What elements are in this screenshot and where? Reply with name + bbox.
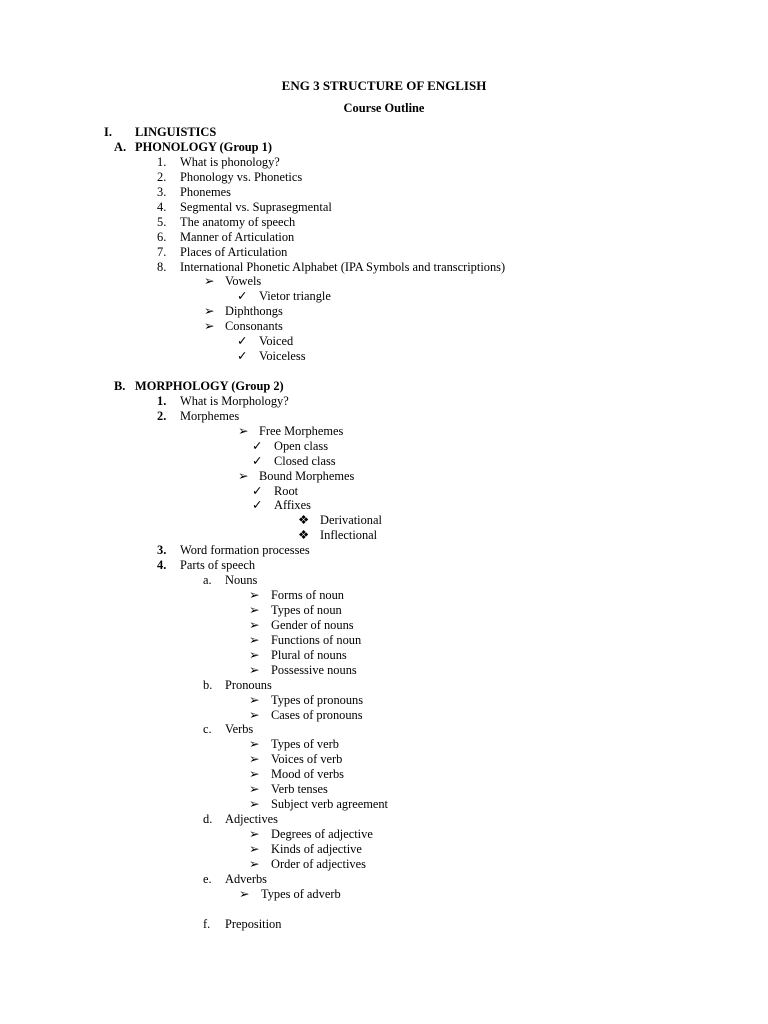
list-item: Word formation processes (180, 543, 310, 557)
list-number: 4. (157, 558, 167, 572)
arrow-bullet-icon: ➢ (249, 708, 260, 722)
document-title: ENG 3 STRUCTURE OF ENGLISH (281, 78, 487, 93)
list-number: 3. (157, 543, 167, 557)
list-item: Root (274, 484, 299, 498)
list-item: Voiceless (259, 349, 306, 363)
list-item: What is phonology? (180, 155, 280, 169)
check-bullet-icon: ✓ (237, 334, 248, 348)
list-number: 1. (157, 155, 167, 169)
list-item: Adverbs (225, 872, 267, 886)
arrow-bullet-icon: ➢ (249, 633, 260, 647)
arrow-bullet-icon: ➢ (238, 469, 249, 483)
arrow-bullet-icon: ➢ (249, 603, 260, 617)
part-title-phonology: PHONOLOGY (Group 1) (135, 140, 272, 154)
list-item: Gender of nouns (271, 618, 354, 632)
diamond-bullet-icon: ❖ (298, 513, 310, 527)
list-item: Phonemes (180, 185, 231, 199)
list-item: Voices of verb (271, 752, 343, 766)
list-item: Open class (274, 439, 329, 453)
list-item: Segmental vs. Suprasegmental (180, 200, 332, 214)
check-bullet-icon: ✓ (252, 439, 263, 453)
list-item: Affixes (274, 498, 311, 512)
list-number: 6. (157, 230, 167, 244)
document-subtitle: Course Outline (343, 101, 425, 115)
section-numeral: I. (104, 125, 112, 139)
check-bullet-icon: ✓ (252, 454, 263, 468)
arrow-bullet-icon: ➢ (249, 663, 260, 677)
list-letter: a. (203, 573, 212, 587)
arrow-bullet-icon: ➢ (204, 274, 215, 288)
section-title: LINGUISTICS (135, 125, 217, 139)
list-letter: b. (203, 678, 213, 692)
list-letter: e. (203, 872, 212, 886)
list-item: Verb tenses (271, 782, 328, 796)
arrow-bullet-icon: ➢ (249, 782, 260, 796)
list-item: Degrees of adjective (271, 827, 373, 841)
list-item: Verbs (225, 722, 254, 736)
list-item: Cases of pronouns (271, 708, 363, 722)
list-item: Pronouns (225, 678, 272, 692)
arrow-bullet-icon: ➢ (238, 424, 249, 438)
arrow-bullet-icon: ➢ (249, 588, 260, 602)
arrow-bullet-icon: ➢ (249, 648, 260, 662)
arrow-bullet-icon: ➢ (204, 319, 215, 333)
list-number: 3. (157, 185, 167, 199)
check-bullet-icon: ✓ (237, 349, 248, 363)
list-item: Types of pronouns (271, 693, 364, 707)
list-number: 4. (157, 200, 167, 214)
list-number: 2. (157, 170, 167, 184)
list-item: Vowels (225, 274, 262, 288)
arrow-bullet-icon: ➢ (249, 797, 260, 811)
diamond-bullet-icon: ❖ (298, 528, 310, 542)
list-number: 8. (157, 260, 167, 274)
list-item: International Phonetic Alphabet (IPA Symbols and transcriptions) (180, 260, 506, 274)
list-item: Kinds of adjective (271, 842, 362, 856)
list-item: Types of adverb (261, 887, 341, 901)
part-title-morphology: MORPHOLOGY (Group 2) (135, 379, 284, 393)
arrow-bullet-icon: ➢ (249, 693, 260, 707)
list-number: 5. (157, 215, 167, 229)
list-item: Consonants (225, 319, 283, 333)
list-number: 2. (157, 409, 167, 423)
list-item: Closed class (274, 454, 336, 468)
list-item: Mood of verbs (271, 767, 344, 781)
part-letter: B. (114, 379, 126, 393)
list-item: Inflectional (320, 528, 378, 542)
arrow-bullet-icon: ➢ (249, 737, 260, 751)
list-letter: f. (203, 917, 211, 931)
list-item: The anatomy of speech (180, 215, 296, 229)
list-item: Voiced (259, 334, 294, 348)
list-item: Order of adjectives (271, 857, 366, 871)
part-letter: A. (114, 140, 127, 154)
arrow-bullet-icon: ➢ (249, 827, 260, 841)
check-bullet-icon: ✓ (252, 498, 263, 512)
list-item: Free Morphemes (259, 424, 344, 438)
list-item: Phonology vs. Phonetics (180, 170, 303, 184)
list-item: Adjectives (225, 812, 278, 826)
arrow-bullet-icon: ➢ (249, 767, 260, 781)
list-item: Types of noun (271, 603, 342, 617)
list-item: Places of Articulation (180, 245, 288, 259)
list-number: 1. (157, 394, 167, 408)
arrow-bullet-icon: ➢ (249, 618, 260, 632)
list-item: Types of verb (271, 737, 339, 751)
arrow-bullet-icon: ➢ (204, 304, 215, 318)
arrow-bullet-icon: ➢ (249, 857, 260, 871)
list-item: Derivational (320, 513, 382, 527)
list-item: Plural of nouns (271, 648, 347, 662)
list-item: Forms of noun (271, 588, 344, 602)
list-item: Diphthongs (225, 304, 283, 318)
arrow-bullet-icon: ➢ (249, 842, 260, 856)
list-letter: c. (203, 722, 212, 736)
list-item: Bound Morphemes (259, 469, 355, 483)
list-item: Parts of speech (180, 558, 256, 572)
arrow-bullet-icon: ➢ (249, 752, 260, 766)
list-item: Vietor triangle (259, 289, 331, 303)
list-letter: d. (203, 812, 213, 826)
arrow-bullet-icon: ➢ (239, 887, 250, 901)
check-bullet-icon: ✓ (237, 289, 248, 303)
list-item: Functions of noun (271, 633, 362, 647)
list-number: 7. (157, 245, 167, 259)
list-item: Manner of Articulation (180, 230, 295, 244)
list-item: Subject verb agreement (271, 797, 388, 811)
list-item: Preposition (225, 917, 282, 931)
list-item: What is Morphology? (180, 394, 289, 408)
check-bullet-icon: ✓ (252, 484, 263, 498)
list-item: Morphemes (180, 409, 240, 423)
list-item: Nouns (225, 573, 258, 587)
list-item: Possessive nouns (271, 663, 357, 677)
